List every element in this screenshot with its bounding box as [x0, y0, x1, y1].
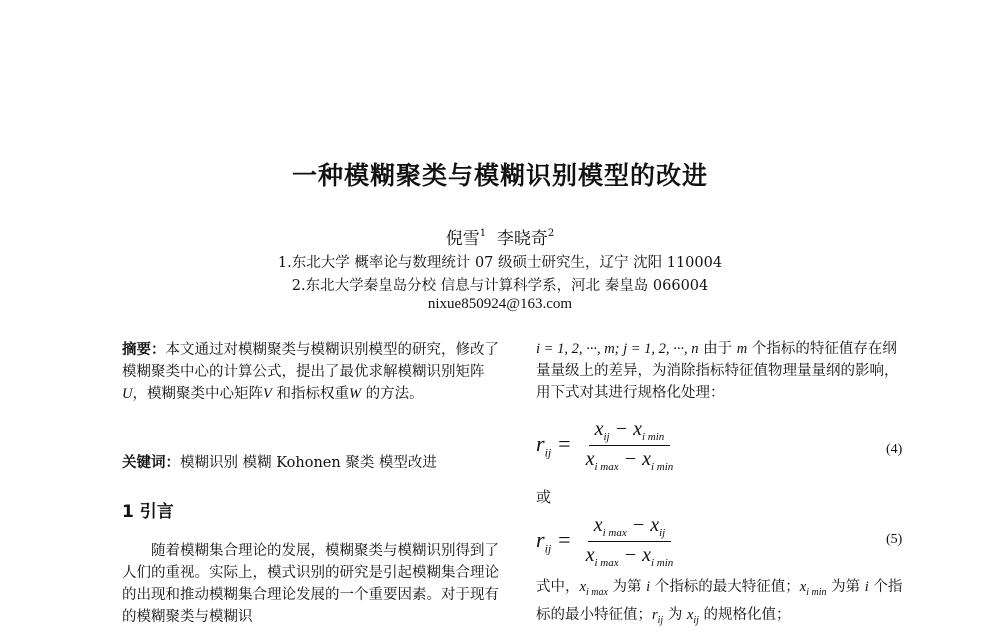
author-2: 李晓奇	[496, 229, 548, 249]
symbol-x-min-sub: i min	[806, 586, 827, 598]
keywords-text: 模糊识别 模糊 Kohonen 聚类 模型改进	[180, 455, 437, 471]
author-2-mark: 2	[547, 228, 555, 239]
index-expression: i = 1, 2, ···, m; j = 1, 2, ···, n	[536, 341, 699, 357]
eq4-fraction	[580, 418, 680, 473]
eq4-lhs-sub: ij	[544, 445, 552, 460]
symbol-i-1: i	[646, 579, 651, 595]
symbol-m: m	[736, 341, 748, 357]
para1-text-a: 由于	[698, 341, 737, 357]
symbol-x: x	[686, 606, 694, 623]
abstract	[122, 339, 502, 405]
keywords	[122, 452, 502, 474]
symbol-x-max-sub: i max	[585, 586, 608, 598]
eq4-den-sub: i max	[594, 461, 619, 473]
equation-4-number: (4)	[886, 442, 903, 457]
eq5-num-sub2: ij	[659, 527, 666, 539]
author-1-mark: 1	[479, 228, 487, 239]
symbol-x-sub: ij	[693, 614, 699, 626]
or-connector: 或	[536, 488, 552, 506]
symbol-r-sub: ij	[657, 614, 664, 626]
eq4-den-sub2: i min	[651, 461, 674, 473]
eq5-lhs: $r_{ij}$ =	[536, 526, 572, 556]
paper-title: 一种模糊聚类与模糊识别模型的改进	[291, 161, 708, 190]
eq5-den-var: x	[585, 544, 595, 566]
keywords-label: 关键词：	[122, 455, 180, 471]
affiliation-2: 2.东北大学秦皇岛分校 信息与计算科学系，河北 秦皇岛 066004	[291, 278, 709, 294]
equation-4	[536, 418, 679, 473]
equation-5-number: (5)	[886, 532, 903, 547]
para2-text-a: 式中，	[536, 579, 580, 595]
para2-text-e: 个指标的最小特征值；	[536, 579, 903, 623]
equation-5	[536, 514, 679, 569]
eq5-fraction	[580, 514, 680, 569]
eq4-num-sub: ij	[603, 431, 610, 443]
eq5-num-var: x	[593, 514, 603, 536]
eq4-numerator	[589, 418, 671, 446]
eq4-den-var: x	[585, 448, 595, 470]
para2-text-d: 为第	[826, 579, 865, 595]
symbol-i-2: i	[864, 579, 869, 595]
intro-paragraph: 随着模糊集合理论的发展，模糊聚类与模糊识别得到了人们的重视。实际上，模式识别的研究是引起模糊集合理论的出现和推动模糊集合理论发展的一个重要因素。对于现有的模糊聚类与模糊识	[122, 543, 499, 625]
eq5-den-sub2: i min	[651, 557, 674, 569]
eq4-lhs: $r_{ij}$ =	[536, 430, 572, 460]
abstract-label: 摘要：	[122, 342, 166, 358]
eq4-num-sub2: i min	[641, 431, 665, 443]
eq5-numerator	[588, 514, 672, 542]
abstract-text-d: 的方法。	[361, 386, 424, 402]
affiliation-1: 1.东北大学 概率论与数理统计 07 级硕士研究生，辽宁 沈阳 110004	[277, 255, 723, 271]
normalization-intro	[536, 338, 911, 404]
para2-text-g: 的规格化值；	[698, 606, 791, 623]
eq4-num-minus: − x	[609, 418, 642, 440]
symbol-x-max: x	[579, 579, 586, 595]
symbol-v: V	[262, 386, 272, 402]
abstract-text-b: ，模糊聚类中心矩阵	[132, 386, 263, 402]
eq5-den-sub: i max	[594, 557, 619, 569]
para1-text-b: 个指标的特征值存在纲量量级上的差异，为消除指标特征值物理量量纲的影响，用下式对其进行规格化处理：	[536, 341, 899, 401]
eq4-lhs-var: r	[536, 430, 545, 456]
symbol-w: W	[348, 386, 362, 402]
eq4-den-minus: − x	[618, 448, 651, 470]
para2-text-c: 个指标的最大特征值；	[650, 579, 800, 595]
symbol-r: r	[652, 606, 658, 623]
eq5-lhs-var: r	[536, 526, 545, 552]
eq5-lhs-sub: ij	[544, 541, 552, 556]
section-heading: 1 引言	[122, 502, 174, 522]
variable-definitions	[536, 576, 911, 632]
para2-text-b: 为第	[607, 579, 647, 595]
para2-text-f: 为	[663, 606, 687, 623]
eq5-denominator	[580, 542, 680, 569]
author-1: 倪雪	[445, 229, 480, 249]
abstract-text-c: 和指标权重	[271, 386, 349, 402]
eq4-denominator	[580, 446, 680, 473]
author-line	[0, 224, 1000, 249]
symbol-x-min: x	[799, 579, 807, 595]
symbol-u: U	[122, 386, 133, 402]
eq4-num-var: x	[594, 418, 604, 440]
eq5-num-sub: i max	[602, 527, 627, 539]
abstract-text-a: 本文通过对模糊聚类与模糊识别模型的研究，修改了模糊聚类中心的计算公式，提出了最优求解模糊识别矩阵	[122, 342, 499, 380]
author-email: nixue850924@163.com	[427, 296, 573, 312]
eq5-den-minus: − x	[618, 544, 651, 566]
eq5-num-minus: − x	[626, 514, 660, 536]
